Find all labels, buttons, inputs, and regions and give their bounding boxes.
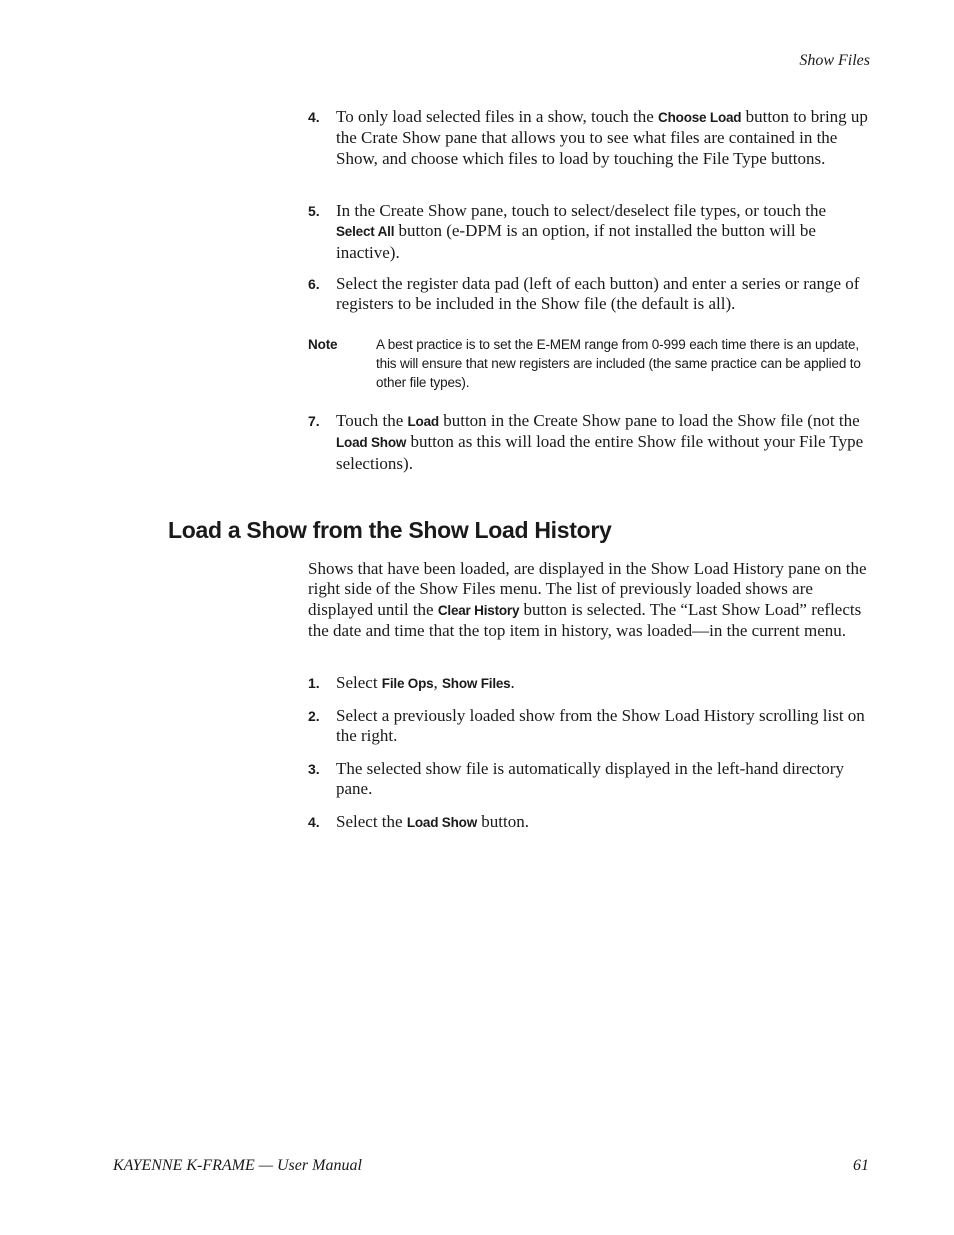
step-1-select-file-ops	[308, 673, 868, 694]
step-number: 1.	[308, 675, 320, 691]
step-text: In the Create Show pane, touch to select/deselect file types, or touch the Select All button (e-DPM is an option, if not installed the button will be inactive).	[336, 201, 827, 262]
note-label: Note	[308, 337, 338, 352]
step-text: Select the register data pad (left of each button) and enter a series or range of registers to be included in the Show file (the default is all).	[336, 274, 860, 314]
step-text: Select the Load Show button.	[336, 812, 529, 831]
step-text: Touch the Load button in the Create Show pane to load the Show file (not the Load Show button as this will load the entire Show file without your File Type selections).	[336, 411, 864, 473]
step-4-choose-load	[308, 107, 868, 169]
step-3-directory-pane	[308, 759, 868, 800]
section-intro-paragraph: Shows that have been loaded, are displayed in the Show Load History pane on the right side of the Show Files menu. The list of previously loaded shows are displayed until the Clear History button is selected. The “Last Show Load” reflects the date and time that the top item in history, was loaded—in the current menu.	[308, 559, 867, 641]
step-2-select-show	[308, 706, 868, 747]
button-name-select-all: Select All	[336, 224, 395, 240]
step-7-load	[308, 411, 868, 474]
running-header: Show Files	[799, 52, 870, 69]
step-text: Select a previously loaded show from the Show Load History scrolling list on the right.	[336, 706, 865, 746]
note-block	[308, 335, 868, 392]
step-text: The selected show file is automatically displayed in the left-hand directory pane.	[336, 759, 844, 799]
button-name-choose-load: Choose Load	[658, 110, 742, 125]
button-name-load-show: Load Show	[406, 815, 478, 830]
step-number: 6.	[308, 276, 320, 292]
step-5-select-all	[308, 201, 868, 263]
button-name-load-show: Load Show	[336, 435, 407, 451]
note-text: A best practice is to set the E-MEM range from 0-999 each time there is an update, this will ensure that new registers are included (the same practice can be applied to other file types).	[376, 337, 861, 390]
step-number: 7.	[308, 413, 320, 429]
page-number: 61	[853, 1157, 869, 1174]
menu-name-show-files: Show Files	[441, 676, 511, 691]
step-text: Select File Ops, Show Files.	[336, 673, 515, 692]
step-number: 5.	[308, 203, 320, 219]
button-name-load: Load	[407, 414, 439, 429]
step-number: 4.	[308, 109, 320, 125]
button-name-clear-history: Clear History	[437, 602, 520, 618]
step-4-load-show	[308, 812, 868, 833]
menu-name-file-ops: File Ops	[381, 676, 434, 691]
step-number: 3.	[308, 761, 320, 777]
section-heading: Load a Show from the Show Load History	[168, 517, 612, 543]
step-number: 2.	[308, 708, 320, 724]
footer-title: KAYENNE K-FRAME — User Manual	[113, 1157, 362, 1174]
step-number: 4.	[308, 814, 320, 830]
step-6-register-pad	[308, 274, 868, 315]
step-text: To only load selected files in a show, touch the Choose Load button to bring up the Crate Show pane that allows you to see what files are contained in the Show, and choose which files to load by touching the File Type buttons.	[336, 107, 868, 168]
